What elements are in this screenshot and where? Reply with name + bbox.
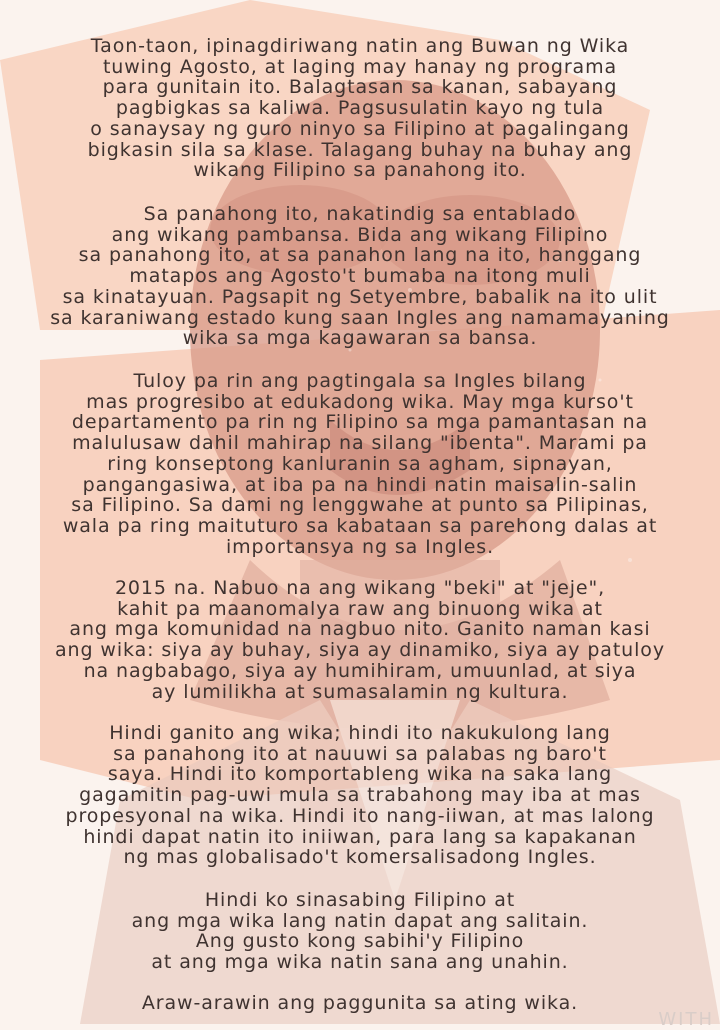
paragraph-1: Taon-taon, ipinagdiriwang natin ang Buwan ng Wika tuwing Agosto, at laging may hanay ng programa para gunitain ito. Balagtasan sa kanan, sabayang pagbigkas sa kaliwa. Pagsusulatin kayo ng tula o sanaysay ng guro ninyo sa Filipino at pagalingang bigkasin sila sa klase. Talagang buhay na buhay ang wikang Filipino sa panahong ito. xyxy=(87,35,633,182)
paragraph-2: Sa panahong ito, nakatindig sa entablado ang wikang pambansa. Bida ang wikang Filipino sa panahong ito, at sa panahon lang na ito, hanggang matapos ang Agosto't bumaba na itong muli sa kinatayuan. Pagsapit ng Setyembre, babalik na ito ulit sa karaniwang estado kung saan Ingles ang namamayaning wika sa mga kagawaran sa bansa. xyxy=(50,203,670,350)
paragraph-5: Hindi ganito ang wika; hindi ito nakukulong lang sa panahong ito at nauuwi sa palabas ng baro't saya. Hindi ito komportableng wika na saka lang gagamitin pag-uwi mula sa trabahong may iba at mas propesyonal na wika. Hindi ito nang-iiwan, at mas lalong hindi dapat natin ito iniiwan, para lang sa kapakanan ng mas globalisado't komersalisadong Ingles. xyxy=(65,722,655,869)
paragraph-4: 2015 na. Nabuo na ang wikang "beki" at "jeje", kahit pa maanomalya raw ang binuong wika at ang mga komunidad na nagbuo nito. Ganito naman kasi ang wika: siya ay buhay, siya ay dinamiko, siya ay patuloy na nagbabago, siya ay humihiram, umuunlad, at siya ay lumilikha at sumasalamin ng kultura. xyxy=(55,577,665,703)
watermark: WITH xyxy=(658,1009,714,1030)
paragraph-6: Hindi ko sinasabing Filipino at ang mga wika lang natin dapat ang salitain. Ang gusto kong sabihi'y Filipino at ang mga wika natin sana ang unahin. xyxy=(131,889,589,974)
paragraph-3: Tuloy pa rin ang pagtingala sa Ingles bilang mas progresibo at edukadong wika. May mga kurso't departamento pa rin ng Filipino sa mga pamantasan na malulusaw dahil mahirap na silang "ibenta". Marami pa ring konseptong kanluranin sa agham, sipnayan, pangangasiwa, at iba pa na hindi natin maisalin-salin sa Filipino. Sa dami ng lenggwahe at punto sa Pilipinas, wala pa ring maituturo sa kabataan sa parehong dalas at importansya ng sa Ingles. xyxy=(62,370,658,558)
paragraph-7-closing-line: Araw-arawin ang paggunita sa ating wika. xyxy=(141,992,579,1014)
